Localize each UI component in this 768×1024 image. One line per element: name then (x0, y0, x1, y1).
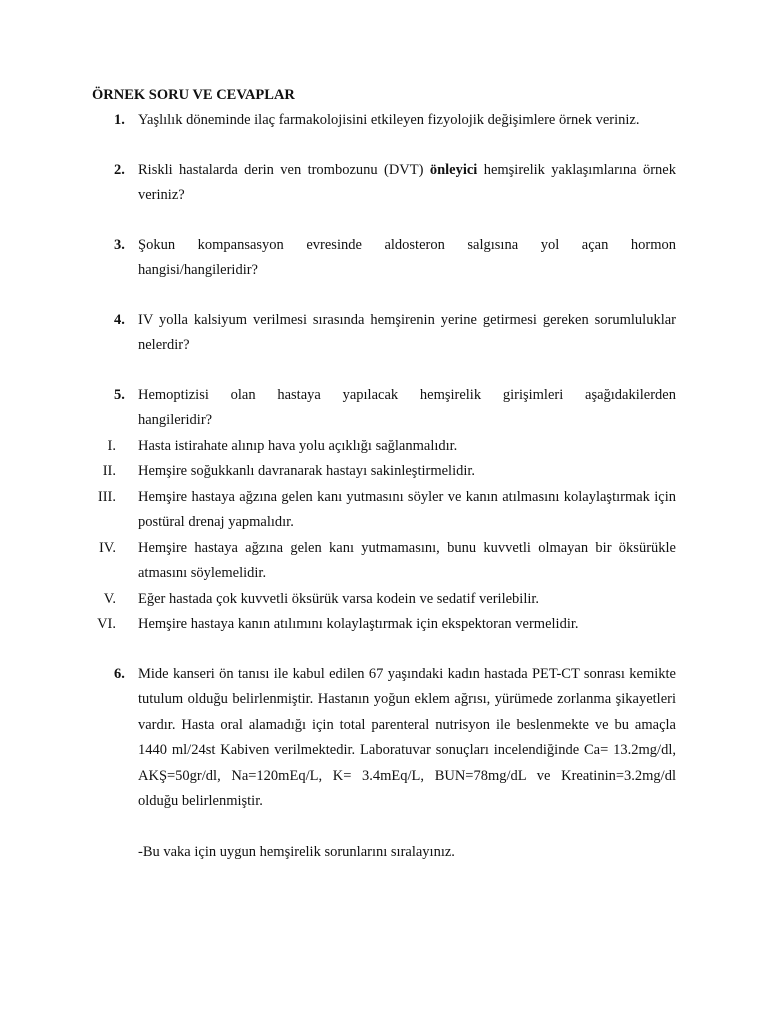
option-numeral: III. (97, 488, 116, 505)
option-text: Hasta istirahate alınıp hava yolu açıklığı sağlanmalıdır. (138, 437, 458, 454)
question-number: 1. (114, 112, 125, 128)
option-item (92, 612, 676, 638)
question-number: 5. (114, 386, 125, 403)
option-numeral: IV. (98, 539, 116, 556)
document-title: ÖRNEK SORU VE CEVAPLAR (92, 87, 295, 103)
option-numeral: VI. (97, 616, 116, 632)
question-emphasis: önleyici (429, 161, 478, 178)
option-text: Hemşire hastaya ağzına gelen kanı yutmasını söyler ve kanın atılmasını kolaylaştırmak için postüral drenaj yapmalıdır. (138, 488, 676, 530)
option-text: Hemşire soğukkanlı davranarak hastayı sakinleştirmelidir. (138, 463, 476, 479)
option-text: Hemşire hastaya kanın atılımını kolaylaştırmak için ekspektoran vermelidir. (138, 616, 579, 632)
case-text: Mide kanseri ön tanısı ile kabul edilen 67 yaşındaki kadın hastada PET-CT sonrası kemikte tutulum olduğu belirlenmiştir. Hastanın yoğun eklem ağrısı, yürümede zorlanma şikayetleri vardır. Hasta oral alamadığı için total parenteral nutrisyon ile beslenmekte ve bu amaçla 1440 ml/24st Kabiven verilmektedir. Laboratuvar sonuçları incelendiğinde Ca= 13.2mg/dl, AKŞ=50gr/dl, Na=120mEq/L, K= 3.4mEq/L, BUN=78mg/dL ve Kreatinin=3.2mg/dl olduğu belirlenmiştir. (138, 665, 676, 809)
question-1 (92, 108, 676, 134)
question-number: 3. (114, 236, 125, 253)
option-item (92, 459, 676, 485)
question-5 (92, 383, 676, 434)
question-text: IV yolla kalsiyum verilmesi sırasında hemşirenin yerine getirmesi gereken sorumluluklar nelerdir? (138, 311, 676, 353)
option-text: Hemşire hastaya ağzına gelen kanı yutmamasını, bunu kuvvetli olmayan bir öksürükle atmasını söylemelidir. (138, 539, 676, 581)
question-4 (92, 308, 676, 359)
question-number: 6. (114, 665, 125, 682)
question-text-line: hangisi/hangileridir? (138, 262, 258, 278)
question-2 (92, 158, 676, 209)
document-page (92, 84, 676, 865)
question-text-part: hemşirelik yaklaşımlarına örnek veriniz? (138, 161, 676, 203)
option-numeral: V. (103, 590, 116, 607)
option-text: Eğer hastada çok kuvvetli öksürük varsa kodein ve sedatif verilebilir. (138, 590, 540, 607)
option-item (92, 587, 676, 613)
option-numeral: I. (107, 437, 116, 454)
question-text-line: Hemoptizisi olan hastaya yapılacak hemşirelik girişimleri aşağıdakilerden (138, 386, 676, 403)
option-item (92, 434, 676, 460)
option-item (92, 485, 676, 536)
option-item (92, 536, 676, 587)
case-task: -Bu vaka için uygun hemşirelik sorunlarını sıralayınız. (138, 843, 455, 860)
question-text-line: Şokun kompansasyon evresinde aldosteron salgısına yol açan hormon (138, 236, 676, 253)
question-text-line: hangileridir? (138, 412, 213, 428)
question-6 (92, 662, 676, 815)
question-3 (92, 233, 676, 284)
question-number: 2. (114, 161, 125, 178)
option-numeral: II. (102, 463, 116, 479)
question-text: Yaşlılık döneminde ilaç farmakolojisini etkileyen fizyolojik değişimlere örnek veriniz. (138, 112, 640, 128)
question-number: 4. (114, 311, 125, 328)
question-text-part: Riskli hastalarda derin ven trombozunu (DVT) (138, 161, 430, 178)
